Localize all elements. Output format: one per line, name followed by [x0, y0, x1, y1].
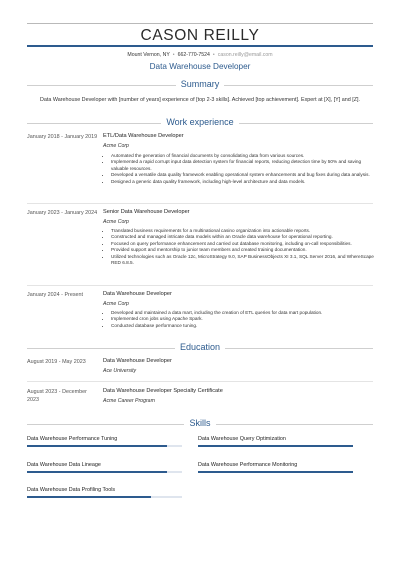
experience-heading — [27, 117, 373, 129]
skill-level-bar — [198, 471, 353, 473]
education-institution: Acme Career Program — [103, 398, 155, 404]
list-item: • Developed a versatile data quality framework enabling operational system enhancements and bug fixes during data analysis. — [111, 172, 379, 178]
skills-heading — [27, 418, 373, 430]
job-title-entry: Data Warehouse Developer — [103, 291, 172, 297]
summary-text: Data Warehouse Developer with [number of years] experience of [top 2-3 skills]. Achieved [top achievement]. Expert at [X], [Y] and [Z]. — [39, 97, 361, 103]
education-title: Data Warehouse Developer Specialty Certificate — [103, 388, 223, 394]
skill-name: Data Warehouse Data Profiling Tools — [27, 487, 116, 493]
job-company: Acme Corp — [103, 143, 129, 149]
list-item: • Implemented a rapid corrupt input data detection system for financial reports, reducing detection time by 50% and saving valuable resources. — [111, 159, 379, 172]
list-item: • Constructed and managed intricate data models within an Oracle data warehouse for operational reporting. — [111, 234, 379, 240]
skill-name: Data Warehouse Performance Tuning — [27, 436, 118, 442]
job-company: Acme Corp — [103, 219, 129, 225]
skill-level-fill — [27, 471, 167, 473]
skill-name: Data Warehouse Query Optimization — [198, 436, 286, 442]
skill-level-fill — [198, 445, 353, 447]
job-dates: January 2024 - Present — [27, 292, 84, 298]
entry-divider — [27, 203, 373, 204]
job-bullets — [105, 153, 379, 185]
job-title-entry: ETL/Data Warehouse Developer — [103, 133, 184, 139]
phone-text: 662-770-7524 — [177, 52, 210, 58]
skill-name: Data Warehouse Data Lineage — [27, 462, 101, 468]
education-dates: August 2023 - December 2023 — [27, 389, 87, 403]
list-item: • Focused on query performance enhancement and carried out database monitoring, including on-call responsibilities. — [111, 241, 379, 247]
separator-bullet: • — [172, 52, 175, 58]
job-title-entry: Senior Data Warehouse Developer — [103, 209, 190, 215]
job-company: Acme Corp — [103, 301, 129, 307]
separator-bullet: • — [212, 52, 215, 58]
location-text: Mount Vernon, NY — [127, 52, 170, 58]
experience-heading-label: Work experience — [161, 117, 238, 127]
list-item: • Designed a generic data quality framework, including high-level architecture and data models. — [111, 179, 379, 185]
education-heading-label: Education — [175, 342, 225, 352]
top-rule — [27, 23, 373, 24]
skill-level-bar — [27, 496, 182, 498]
email-link[interactable]: cason.reilly@email.com — [217, 52, 273, 58]
job-dates: January 2018 - January 2019 — [27, 134, 98, 140]
skill-level-bar — [27, 445, 182, 447]
skill-level-bar — [198, 445, 353, 447]
name-underline — [27, 45, 373, 47]
education-dates: August 2019 - May 2023 — [27, 359, 86, 365]
list-item: • Developed and maintained a data mart, including the creation of ETL queries for data mart population. — [111, 310, 379, 316]
list-item: • Implemented cron jobs using Apache Spark. — [111, 316, 379, 322]
list-item: • Translated business requirements for a multinational casino organization into actionable reports. — [111, 228, 379, 234]
job-bullets — [105, 310, 379, 329]
education-title: Data Warehouse Developer — [103, 358, 172, 364]
skill-level-fill — [27, 445, 167, 447]
candidate-name: CASON REILLY — [140, 27, 260, 44]
job-bullets — [105, 228, 379, 266]
skill-level-bar — [27, 471, 182, 473]
list-item: • Utilized technologies such as Oracle 12c, MicroStrategy 9.0, SAP BusinessObjects XI 3.1, SQL Server 2016, and WhereScape RED 6.8.5. — [111, 254, 379, 267]
summary-heading-label: Summary — [176, 79, 225, 89]
skill-level-fill — [27, 496, 151, 498]
job-dates: January 2023 - January 2024 — [27, 210, 98, 216]
skills-heading-label: Skills — [184, 418, 215, 428]
skill-name: Data Warehouse Performance Monitoring — [198, 462, 298, 468]
contact-line — [0, 52, 400, 58]
education-institution: Ace University — [103, 368, 137, 374]
entry-divider — [27, 381, 373, 382]
summary-heading — [27, 79, 373, 91]
education-heading — [27, 342, 373, 354]
list-item: • Provided support and mentorship to junior team members and created training documentation. — [111, 247, 379, 253]
list-item: • Conducted database performance tuning. — [111, 323, 379, 329]
entry-divider — [27, 285, 373, 286]
skill-level-fill — [198, 471, 353, 473]
list-item: • Automated the generation of financial documents by consolidating data from various sources. — [111, 153, 379, 159]
job-title: Data Warehouse Developer — [149, 62, 251, 71]
